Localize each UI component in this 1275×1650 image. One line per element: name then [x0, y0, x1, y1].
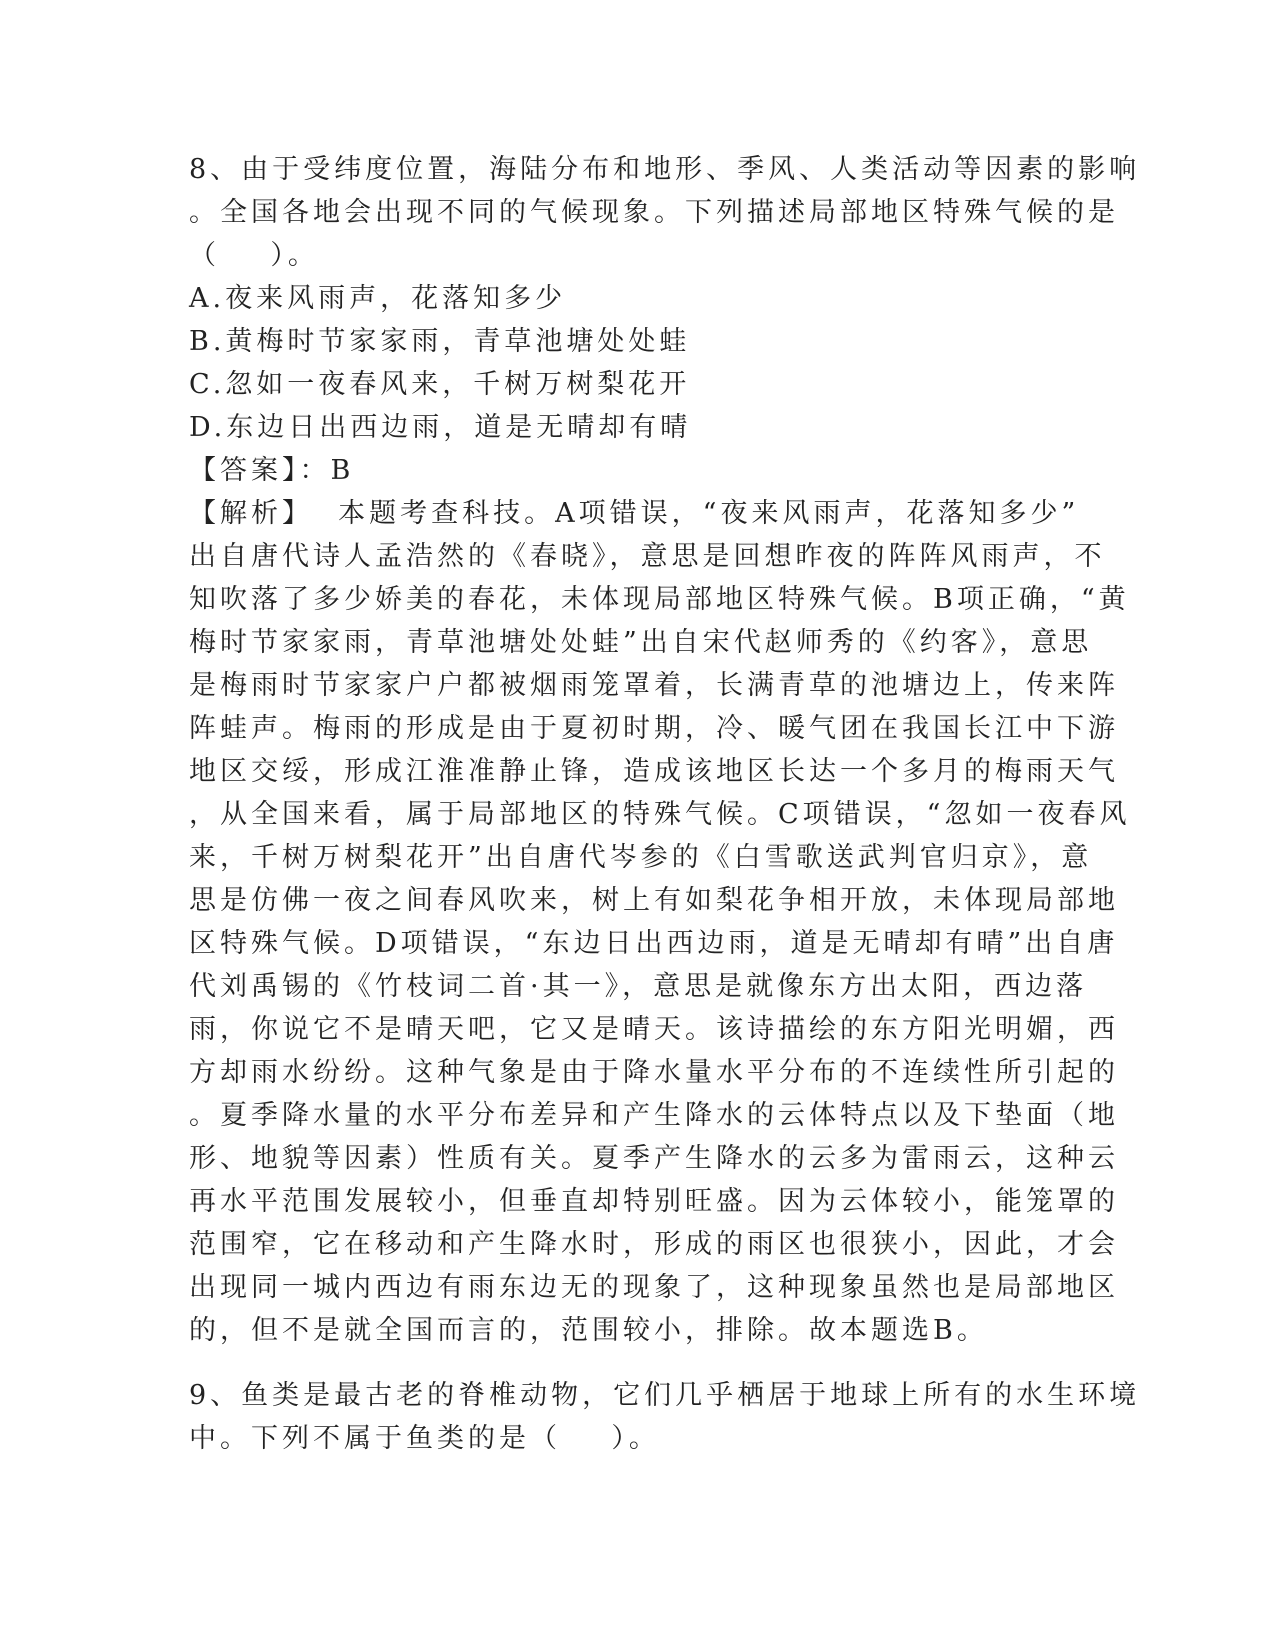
option-c: C.忽如一夜春风来，千树万树梨花开: [189, 369, 691, 400]
analysis-line: 梅时节家家雨，青草池塘处处蛙”出自宋代赵师秀的《约客》，意思: [189, 627, 1093, 658]
analysis-line: 思是仿佛一夜之间春风吹来，树上有如梨花争相开放，未体现局部地: [189, 885, 1119, 916]
analysis-line: 形、地貌等因素）性质有关。夏季产生降水的云多为雷雨云，这种云: [189, 1143, 1119, 1174]
analysis-line: 知吹落了多少娇美的春花，未体现局部地区特殊气候。B项正确，“黄: [189, 584, 1130, 615]
question-stem-line: 9、鱼类是最古老的脊椎动物，它们几乎栖居于地球上所有的水生环境: [189, 1380, 1141, 1411]
answer-line: 【答案】：B: [189, 455, 355, 486]
question-9: [189, 1374, 1141, 1460]
analysis-line: 代刘禹锡的《竹枝词二首·其一》，意思是就像东方出太阳，西边落: [189, 971, 1088, 1002]
analysis-line: ，从全国来看，属于局部地区的特殊气候。C项错误，“忽如一夜春风: [189, 799, 1131, 830]
analysis-line: 范围窄，它在移动和产生降水时，形成的雨区也很狭小，因此，才会: [189, 1229, 1119, 1260]
analysis-line: 是梅雨时节家家户户都被烟雨笼罩着，长满青草的池塘边上，传来阵: [189, 670, 1119, 701]
question-spacer: [189, 1352, 1079, 1374]
document-content: [189, 148, 1141, 1460]
analysis-line: 再水平范围发展较小，但垂直却特别旺盛。因为云体较小，能笼罩的: [189, 1186, 1119, 1217]
question-stem-line: 。全国各地会出现不同的气候现象。下列描述局部地区特殊气候的是: [189, 197, 1119, 228]
question-8-options: [189, 277, 1079, 449]
analysis-line: 区特殊气候。D项错误，“东边日出西边雨，道是无晴却有晴”出自唐: [189, 928, 1119, 959]
analysis-line: 的，但不是就全国而言的，范围较小，排除。故本题选B。: [189, 1315, 988, 1346]
analysis-line: 【解析】 本题考查科技。A项错误，“夜来风雨声，花落知多少”: [189, 498, 1080, 529]
analysis-line: 地区交绥，形成江淮准静止锋，造成该地区长达一个多月的梅雨天气: [189, 756, 1119, 787]
question-stem-line: 8、由于受纬度位置，海陆分布和地形、季风、人类活动等因素的影响: [189, 154, 1141, 185]
option-a: A.夜来风雨声，花落知多少: [189, 283, 567, 314]
question-8: [189, 148, 1141, 1352]
question-stem-line: （ ）。: [189, 240, 319, 271]
analysis-line: 雨，你说它不是晴天吧，它又是晴天。该诗描绘的东方阳光明媚，西: [189, 1014, 1119, 1045]
analysis-line: 出现同一城内西边有雨东边无的现象了，这种现象虽然也是局部地区: [189, 1272, 1119, 1303]
question-stem-line: 中。下列不属于鱼类的是（ ）。: [189, 1423, 660, 1454]
analysis-block: [189, 492, 1131, 1352]
question-8-stem: [189, 148, 1141, 277]
analysis-line: 来，千树万树梨花开”出自唐代岑参的《白雪歌送武判官归京》，意: [189, 842, 1093, 873]
analysis-line: 阵蛙声。梅雨的形成是由于夏初时期，冷、暖气团在我国长江中下游: [189, 713, 1119, 744]
analysis-line: 方却雨水纷纷。这种气象是由于降水量水平分布的不连续性所引起的: [189, 1057, 1119, 1088]
analysis-line: 。夏季降水量的水平分布差异和产生降水的云体特点以及下垫面（地: [189, 1100, 1119, 1131]
option-d: D.东边日出西边雨，道是无晴却有晴: [189, 412, 692, 443]
option-b: B.黄梅时节家家雨，青草池塘处处蛙: [189, 326, 691, 357]
analysis-line: 出自唐代诗人孟浩然的《春晓》，意思是回想昨夜的阵阵风雨声，不: [189, 541, 1106, 572]
